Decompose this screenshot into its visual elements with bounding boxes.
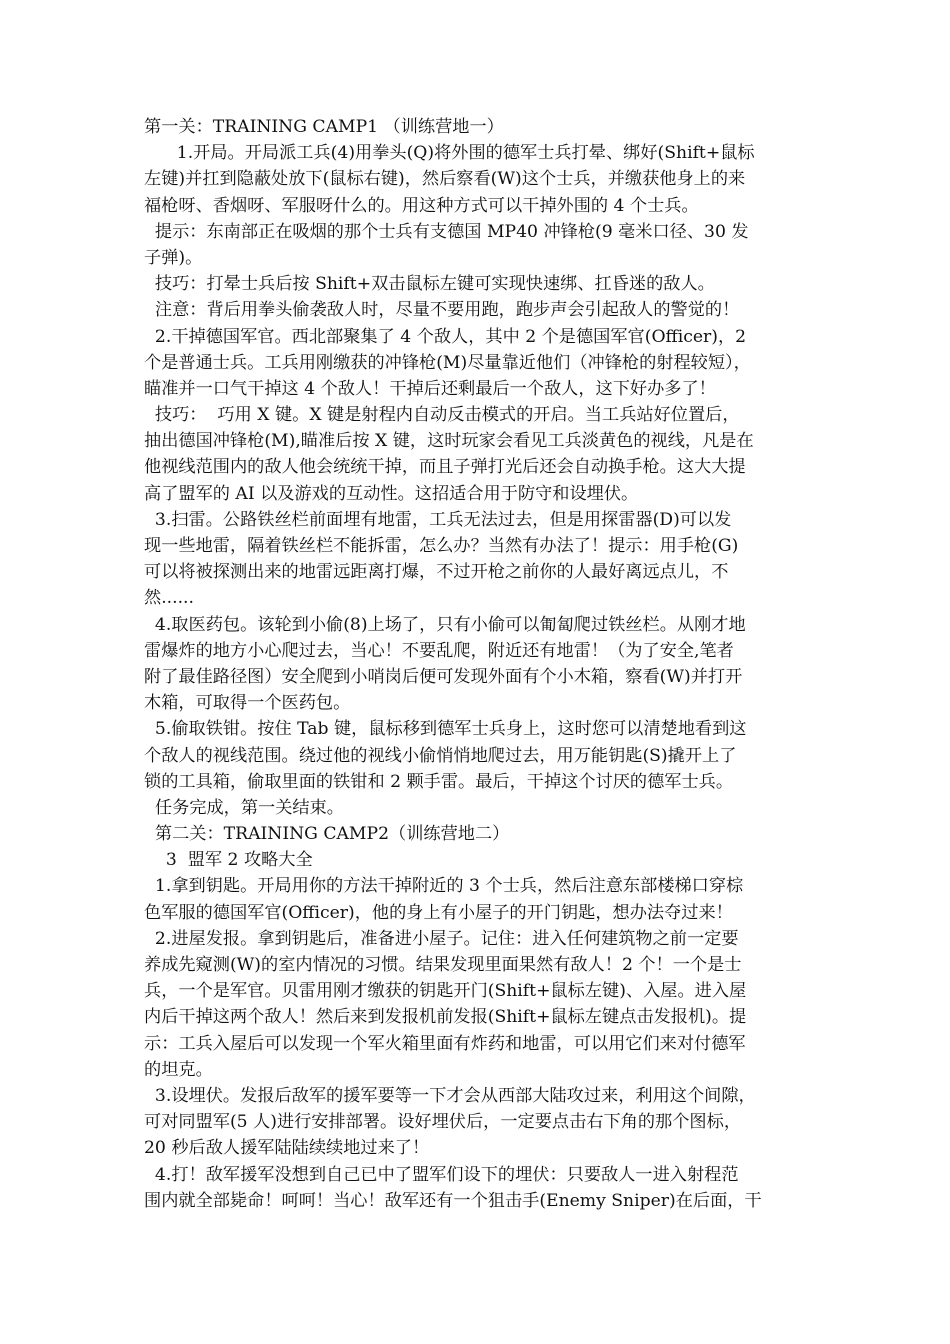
text-line: 可以将被探测出来的地雷远距离打爆，不过开枪之前你的人最好离远点儿，不 bbox=[144, 562, 729, 583]
text-line: 雷爆炸的地方小心爬过去，当心！不要乱爬，附近还有地雷！（为了安全,笔者 bbox=[144, 640, 734, 661]
text-line: 福枪呀、香烟呀、军服呀什么的。用这种方式可以干掉外围的 4 个士兵。 bbox=[144, 195, 699, 216]
text-line: 第二关：TRAINING CAMP2（训练营地二） bbox=[144, 824, 510, 845]
text-line: 第一关：TRAINING CAMP1 （训练营地一） bbox=[144, 117, 504, 137]
document-body bbox=[144, 114, 809, 1214]
text-line: 锁的工具箱，偷取里面的铁钳和 2 颗手雷。最后，干掉这个讨厌的德军士兵。 bbox=[144, 771, 734, 792]
text-line: 他视线范围内的敌人他会统统干掉，而且子弹打光后还会自动换手枪。这大大提 bbox=[144, 457, 746, 478]
text-line: 20 秒后敌人援军陆陆续续地过来了！ bbox=[144, 1138, 430, 1159]
text-line: 4.取医药包。该轮到小偷(8)上场了，只有小偷可以匍匐爬过铁丝栏。从刚才地 bbox=[144, 614, 746, 635]
text-line: 附了最佳路径图）安全爬到小哨岗后便可发现外面有个小木箱，察看(W)并打开 bbox=[144, 666, 743, 687]
text-line: 内后干掉这两个敌人！然后来到发报机前发报(Shift+鼠标左键点击发报机)。提 bbox=[144, 1007, 747, 1028]
text-line: 养成先窥测(W)的室内情况的习惯。结果发现里面果然有敌人！2 个！一个是士 bbox=[144, 955, 742, 975]
text-line: 3 盟军 2 攻略大全 bbox=[144, 850, 313, 871]
text-line: 左键)并扛到隐蔽处放下(鼠标右键)，然后察看(W)这个士兵，并缴获他身上的来 bbox=[144, 169, 746, 190]
text-line: 示：工兵入屋后可以发现一个军火箱里面有炸药和地雷，可以用它们来对付德军 bbox=[144, 1033, 746, 1054]
text-line: 提示：东南部正在吸烟的那个士兵有支德国 MP40 冲锋枪(9 毫米口径、30 发 bbox=[144, 221, 749, 242]
text-line: 的坦克。 bbox=[144, 1059, 213, 1080]
text-line: 木箱，可取得一个医药包。 bbox=[144, 693, 351, 714]
text-line: 色军服的德国军官(Officer)，他的身上有小屋子的开门钥匙，想办法夺过来！ bbox=[144, 902, 733, 923]
text-line: 可对同盟军(5 人)进行安排部署。设好埋伏后，一定要点击右下角的那个图标， bbox=[144, 1112, 742, 1133]
text-line: 2.进屋发报。拿到钥匙后，准备进小屋子。记住：进入任何建筑物之前一定要 bbox=[144, 928, 739, 949]
text-line: 个敌人的视线范围。绕过他的视线小偷悄悄地爬过去，用万能钥匙(S)撬开上了 bbox=[144, 745, 737, 766]
text-line: 1.开局。开局派工兵(4)用拳头(Q)将外围的德军士兵打晕、绑好(Shift+鼠标 bbox=[144, 143, 755, 164]
text-line: 兵，一个是军官。贝雷用刚才缴获的钥匙开门(Shift+鼠标左键)、入屋。进入屋 bbox=[144, 981, 747, 1002]
text-line: 个是普通士兵。工兵用刚缴获的冲锋枪(M)尽量靠近他们（冲锋枪的射程较短）， bbox=[144, 352, 751, 373]
text-line: 子弹)。 bbox=[144, 247, 203, 268]
text-line: 技巧： 巧用 X 键。X 键是射程内自动反击模式的开启。当工兵站好位置后， bbox=[144, 405, 740, 426]
text-line: 4.打！敌军援军没想到自己已中了盟军们设下的埋伏：只要敌人一进入射程范 bbox=[144, 1164, 739, 1185]
text-line: 任务完成，第一关结束。 bbox=[144, 797, 344, 818]
text-line: 注意：背后用拳头偷袭敌人时，尽量不要用跑，跑步声会引起敌人的警觉的！ bbox=[144, 300, 740, 321]
text-line: 3.设埋伏。发报后敌军的援军要等一下才会从西部大陆攻过来，利用这个间隙， bbox=[144, 1085, 756, 1106]
text-line: 技巧：打晕士兵后按 Shift+双击鼠标左键可实现快速绑、扛昏迷的敌人。 bbox=[144, 274, 715, 295]
text-line: 5.偷取铁钳。按住 Tab 键，鼠标移到德军士兵身上，这时您可以清楚地看到这 bbox=[144, 719, 747, 740]
text-line: 3.扫雷。公路铁丝栏前面埋有地雷，工兵无法过去，但是用探雷器(D)可以发 bbox=[144, 509, 732, 530]
text-line: 然...... bbox=[144, 588, 194, 609]
text-line: 瞄准并一口气干掉这 4 个敌人！干掉后还剩最后一个敌人，这下好办多了！ bbox=[144, 378, 716, 399]
text-line: 围内就全部毙命！呵呵！当心！敌军还有一个狙击手(Enemy Sniper)在后面，干 bbox=[144, 1190, 762, 1211]
text-line: 1.拿到钥匙。开局用你的方法干掉附近的 3 个士兵，然后注意东部楼梯口穿棕 bbox=[144, 876, 744, 897]
text-line: 抽出德国冲锋枪(M),瞄准后按 X 键，这时玩家会看见工兵淡黄色的视线，凡是在 bbox=[144, 431, 754, 452]
text-line: 现一些地雷，隔着铁丝栏不能拆雷，怎么办？当然有办法了！提示：用手枪(G) bbox=[144, 536, 739, 556]
text-line: 高了盟军的 AI 以及游戏的互动性。这招适合用于防守和设埋伏。 bbox=[144, 483, 639, 504]
text-line: 2.干掉德国军官。西北部聚集了 4 个敌人，其中 2 个是德国军官(Officer)，2 bbox=[144, 326, 747, 347]
